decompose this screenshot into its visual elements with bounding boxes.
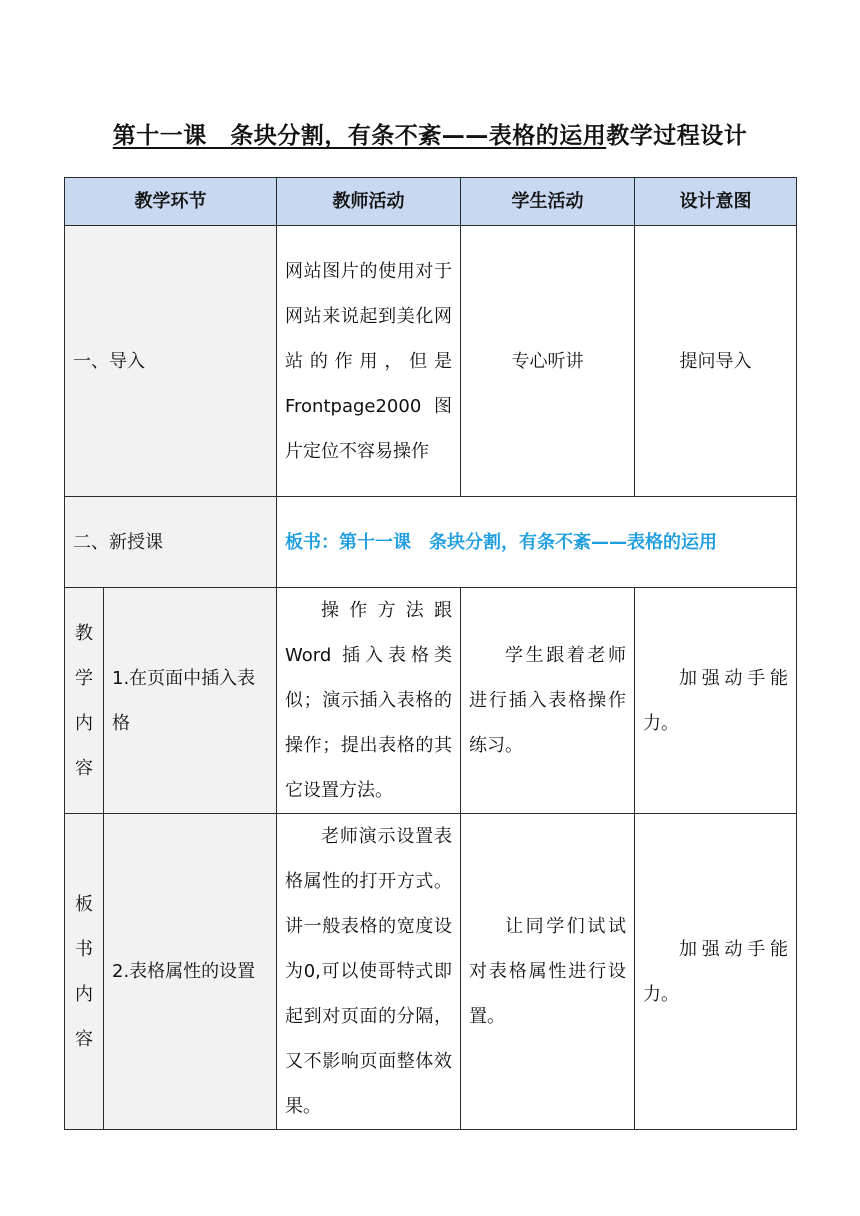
table-row-insert-table — [65, 588, 797, 814]
teacher-activity-cell: 操作方法跟 Word 插入表格类似；演示插入表格的操作；提出表格的其它设置方法。 — [277, 588, 461, 814]
vertical-label-cell — [65, 588, 104, 814]
student-activity-cell: 专心听讲 — [461, 226, 635, 497]
design-intent-cell: 加强动手能力。 — [635, 814, 797, 1130]
vertical-label-char: 容 — [75, 757, 93, 779]
table-header-row — [65, 178, 797, 226]
teacher-activity-cell: 老师演示设置表格属性的打开方式。讲一般表格的宽度设为0,可以使哥特式即起到对页面的分隔，又不影响页面整体效果。 — [277, 814, 461, 1130]
design-intent-cell: 提问导入 — [635, 226, 797, 497]
student-activity-cell: 让同学们试试对表格属性进行设置。 — [461, 814, 635, 1130]
stage-cell: 二、新授课 — [65, 497, 277, 588]
table-row-new-lesson — [65, 497, 797, 588]
vertical-label-char: 内 — [75, 712, 93, 734]
title-lesson-part: 第十一课 条块分割，有条不紊——表格的运用 — [112, 123, 607, 149]
document-title — [0, 117, 860, 150]
header-intent: 设计意图 — [635, 178, 797, 226]
header-student: 学生活动 — [461, 178, 635, 226]
table-row-table-properties — [65, 814, 797, 1130]
title-design-part: 教学过程设计 — [606, 123, 748, 149]
vertical-label-char: 教 — [75, 622, 93, 644]
board-writing-cell: 板书：第十一课 条块分割，有条不紊——表格的运用 — [277, 497, 797, 588]
student-activity-cell: 学生跟着老师进行插入表格操作练习。 — [461, 588, 635, 814]
vertical-label-char: 板 — [75, 893, 93, 915]
stage-cell: 1.在页面中插入表格 — [104, 588, 277, 814]
design-intent-cell: 加强动手能力。 — [635, 588, 797, 814]
vertical-label-char: 内 — [75, 983, 93, 1005]
vertical-label-char: 书 — [75, 938, 93, 960]
lesson-plan-table — [64, 177, 797, 1130]
teacher-activity-cell: 网站图片的使用对于网站来说起到美化网站的作用，但是 Frontpage2000 图片定位不容易操作 — [277, 226, 461, 497]
header-stage: 教学环节 — [65, 178, 277, 226]
vertical-label-cell — [65, 814, 104, 1130]
vertical-label-char: 容 — [75, 1028, 93, 1050]
header-teacher: 教师活动 — [277, 178, 461, 226]
vertical-label-char: 学 — [75, 667, 93, 689]
table-row-intro — [65, 226, 797, 497]
stage-cell: 一、导入 — [65, 226, 277, 497]
stage-cell: 2.表格属性的设置 — [104, 814, 277, 1130]
